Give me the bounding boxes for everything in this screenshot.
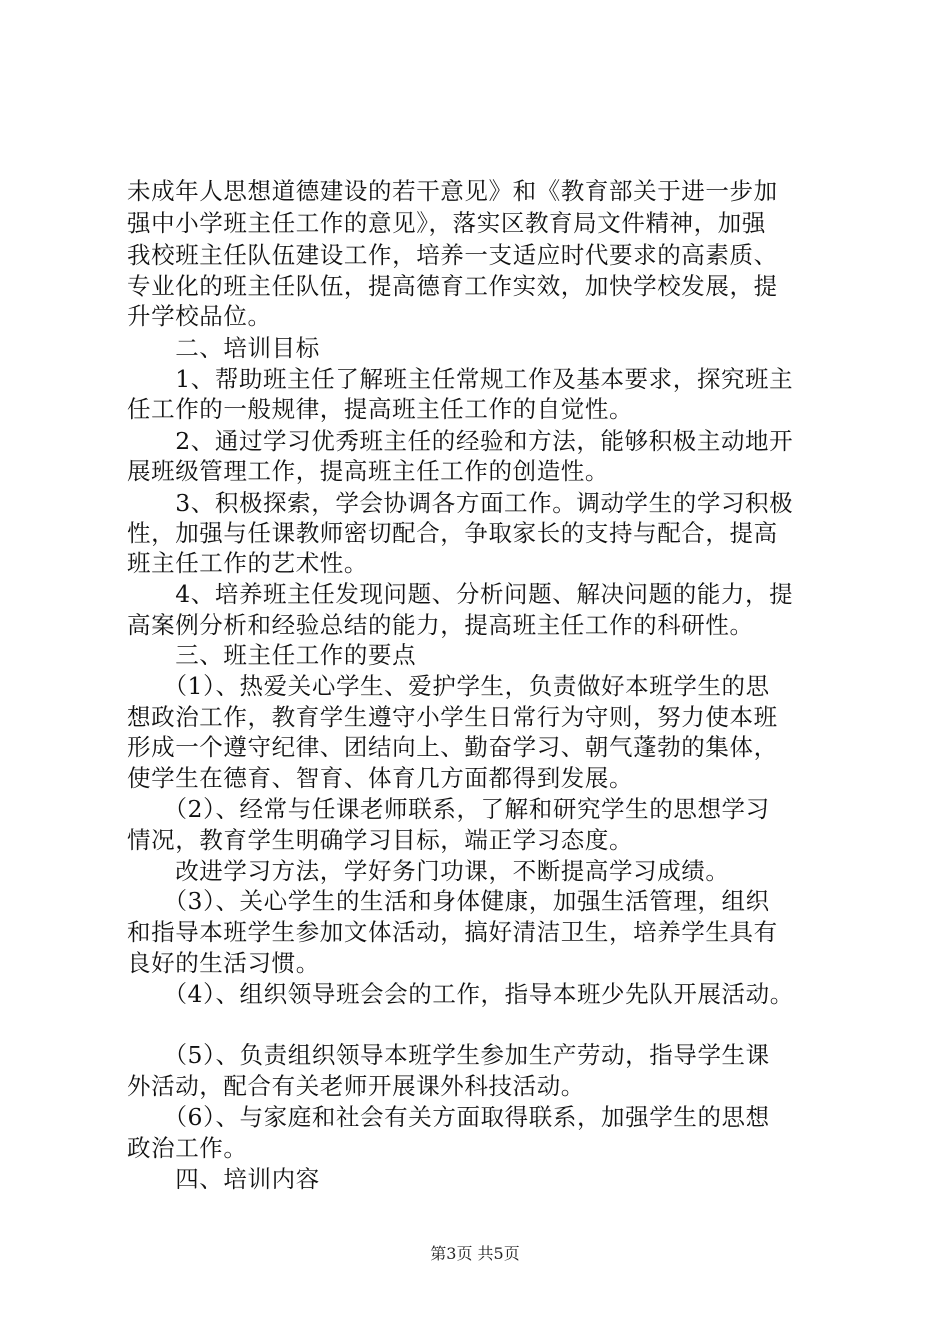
body-line: （6）、与家庭和社会有关方面取得联系，加强学生的思想	[127, 1103, 770, 1131]
body-line: 2、通过学习优秀班主任的经验和方法，能够积极主动地开	[127, 427, 794, 455]
body-line: （4）、组织领导班会会的工作，指导本班少先队开展活动。	[127, 980, 794, 1008]
body-line: 1、帮助班主任了解班主任常规工作及基本要求，探究班主	[127, 365, 794, 393]
section-heading: 二、培训目标	[127, 334, 320, 362]
body-line: 展班级管理工作，提高班主任工作的创造性。	[127, 457, 609, 485]
body-line: 使学生在德育、智育、体育几方面都得到发展。	[127, 764, 634, 792]
body-line: 想政治工作，教育学生遵守小学生日常行为守则，努力使本班	[127, 703, 778, 731]
body-line: （1）、热爱关心学生、爱护学生，负责做好本班学生的思	[127, 672, 770, 700]
body-line: 高案例分析和经验总结的能力，提高班主任工作的科研性。	[127, 611, 754, 639]
body-line: 形成一个遵守纪律、团结向上、勤奋学习、朝气蓬勃的集体，	[127, 733, 778, 761]
body-line: 3、积极探索，学会协调各方面工作。调动学生的学习积极	[127, 489, 794, 517]
section-heading: 四、培训内容	[127, 1165, 320, 1193]
body-line: 升学校品位。	[127, 302, 272, 330]
body-line: 性，加强与任课教师密切配合，争取家长的支持与配合，提高	[127, 519, 778, 547]
body-line: 我校班主任队伍建设工作，培养一支适应时代要求的高素质、	[127, 241, 778, 269]
body-line: （2）、经常与任课老师联系，了解和研究学生的思想学习	[127, 795, 770, 823]
body-line: （3）、关心学生的生活和身体健康，加强生活管理，组织	[127, 887, 770, 915]
body-line: 强中小学班主任工作的意见》，落实区教育局文件精神，加强	[127, 209, 766, 237]
body-line: 政治工作。	[127, 1134, 248, 1162]
body-line: 专业化的班主任队伍，提高德育工作实效，加快学校发展，提	[127, 272, 778, 300]
page-number: 第3页 共5页	[430, 1244, 520, 1263]
body-line: 班主任工作的艺术性。	[127, 549, 368, 577]
body-line: 4、培养班主任发现问题、分析问题、解决问题的能力，提	[127, 580, 794, 608]
body-line: 任工作的一般规律，提高班主任工作的自觉性。	[127, 395, 634, 423]
section-heading: 三、班主任工作的要点	[127, 641, 417, 669]
body-line: 良好的生活习惯。	[127, 949, 320, 977]
body-line: 未成年人思想道德建设的若干意见》和《教育部关于进一步加	[127, 177, 778, 205]
body-line: 外活动，配合有关老师开展课外科技活动。	[127, 1072, 585, 1100]
body-line: 改进学习方法，学好务门功课，不断提高学习成绩。	[127, 857, 730, 885]
body-line: 情况，教育学生明确学习目标，端正学习态度。	[127, 826, 634, 854]
body-line: 和指导本班学生参加文体活动，搞好清洁卫生，培养学生具有	[127, 918, 778, 946]
body-line: （5）、负责组织领导本班学生参加生产劳动，指导学生课	[127, 1041, 770, 1069]
